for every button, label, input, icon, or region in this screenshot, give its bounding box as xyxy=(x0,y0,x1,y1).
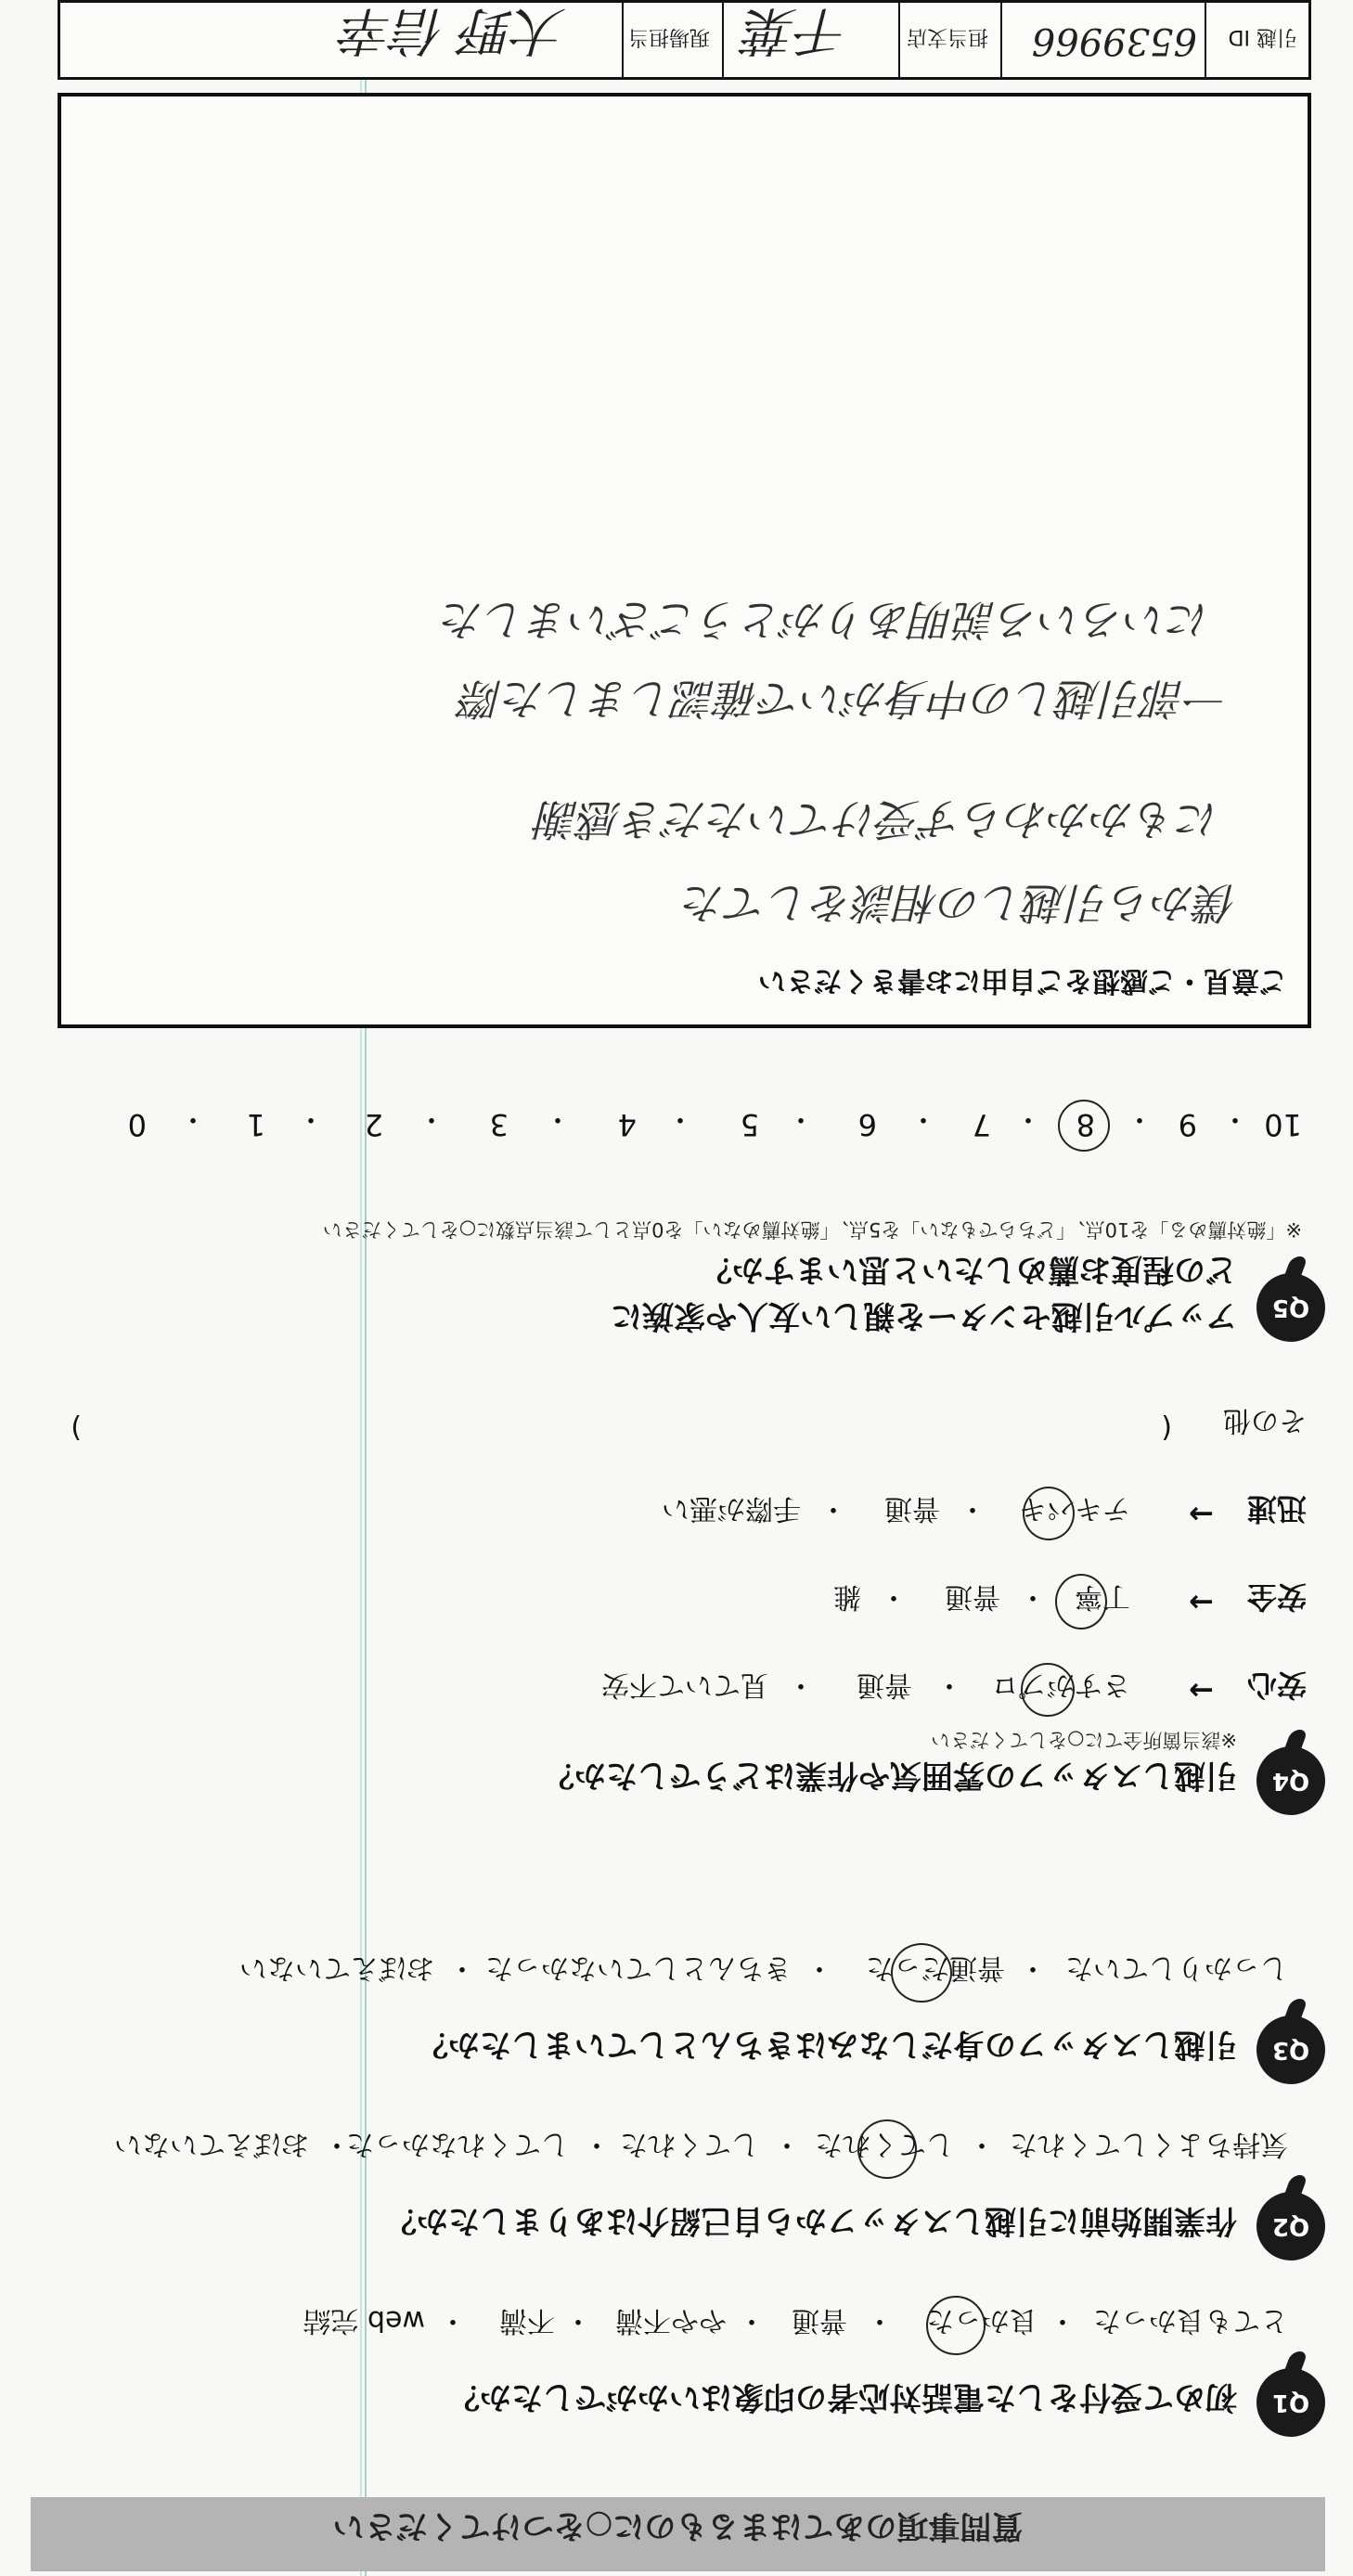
comment-line: にもかかわらず受けていただき感謝 xyxy=(536,794,1219,844)
separator: ・ xyxy=(880,1580,908,1613)
q4-option[interactable]: 見ていて不安 xyxy=(601,1668,768,1701)
separator: ・ xyxy=(544,1102,572,1135)
q4-option[interactable]: 丁寧 xyxy=(1075,1580,1130,1613)
separator: ・ xyxy=(297,1102,325,1135)
q5-selected-mark xyxy=(1058,1100,1110,1152)
q3-option[interactable]: 普通だった xyxy=(866,1951,1005,1984)
q3-option[interactable]: きちんとしていなかった xyxy=(485,1951,792,1984)
separator: ・ xyxy=(738,2304,766,2337)
separator: ・ xyxy=(418,1102,445,1135)
score-9[interactable]: 9 xyxy=(1178,1107,1197,1142)
separator: ・ xyxy=(564,2304,592,2337)
q2-option[interactable]: してくれた xyxy=(620,2128,759,2160)
separator: ・ xyxy=(448,1951,476,1984)
score-0[interactable]: 0 xyxy=(127,1107,147,1142)
separator: ・ xyxy=(787,1668,815,1701)
branch-label: 担当支店 xyxy=(906,25,988,48)
q3-question: 引越しスタッフの身だしなみはきちんとしていましたか？ xyxy=(417,2026,1237,2063)
separator: ・ xyxy=(1019,1951,1047,1984)
id-table xyxy=(58,0,1311,80)
q3-badge: Q3 xyxy=(1256,2016,1325,2084)
q4-other-open: ( xyxy=(1161,1411,1172,1444)
separator: ・ xyxy=(787,1102,815,1135)
q5-question-line2: どの程度お薦めしたいと思いますか？ xyxy=(701,1251,1237,1288)
table-divider xyxy=(898,3,900,77)
separator: ・ xyxy=(1221,1102,1249,1135)
q4-option[interactable]: さすがプロ xyxy=(991,1668,1130,1701)
score-10[interactable]: 10 xyxy=(1264,1107,1302,1142)
separator: ・ xyxy=(583,2128,611,2160)
leader-value: 大野 信幸 xyxy=(341,0,566,60)
score-5[interactable]: 5 xyxy=(740,1107,759,1142)
q1-badge: Q1 xyxy=(1256,2368,1325,2437)
q4-option[interactable]: 普通 xyxy=(857,1668,912,1701)
comment-line: 一部引越しの中身がいで確認しました際 xyxy=(460,674,1229,724)
q4-badge: Q4 xyxy=(1256,1746,1325,1815)
q1-option[interactable]: 普通 xyxy=(792,2304,847,2337)
leader-label: 現場担当 xyxy=(627,25,710,48)
q1-option[interactable]: 良かった xyxy=(926,2304,1037,2337)
q4-arrow: → xyxy=(1189,1673,1214,1708)
score-3[interactable]: 3 xyxy=(489,1107,509,1142)
q4-selected-mark xyxy=(1021,1663,1075,1717)
separator: ・ xyxy=(935,1668,963,1701)
score-1[interactable]: 1 xyxy=(246,1107,265,1142)
comment-line: 僕から引越しの相談をしてた xyxy=(683,878,1238,928)
separator: ・ xyxy=(666,1102,694,1135)
separator: ・ xyxy=(1019,1580,1047,1613)
q5-question-line1: アップル引越センターを親しい友人や家族に xyxy=(611,1297,1237,1334)
score-7[interactable]: 7 xyxy=(972,1107,991,1142)
q4-option[interactable]: 雑 xyxy=(833,1580,861,1613)
q4-selected-mark xyxy=(1023,1487,1075,1540)
score-6[interactable]: 6 xyxy=(857,1107,877,1142)
table-divider xyxy=(1205,3,1206,77)
q1-option[interactable]: とても良かった xyxy=(1093,2304,1288,2337)
table-divider xyxy=(1000,3,1002,77)
q4-question: 引越しスタッフの雰囲気や作業はどうでしたか？ xyxy=(543,1757,1237,1794)
separator: ・ xyxy=(866,2304,894,2337)
score-2[interactable]: 2 xyxy=(364,1107,383,1142)
q4-category: 迅速 xyxy=(1246,1491,1307,1526)
q2-option[interactable]: してくれなかった xyxy=(346,2128,569,2160)
q2-selected-mark xyxy=(857,2119,917,2179)
separator: ・ xyxy=(805,1951,833,1984)
separator: ・ xyxy=(439,2304,467,2337)
q4-option[interactable]: 普通 xyxy=(884,1492,940,1525)
q3-option[interactable]: しっかりしていた xyxy=(1065,1951,1288,1984)
q3-option[interactable]: おぼえていない xyxy=(239,1951,434,1984)
separator: ・ xyxy=(1126,1102,1153,1135)
separator: ・ xyxy=(1014,1102,1042,1135)
q4-selected-mark xyxy=(1055,1574,1107,1629)
q4-option[interactable]: 普通 xyxy=(945,1580,1000,1613)
q4-note: ※該当箇所全てに○をしてください xyxy=(931,1729,1237,1751)
separator: ・ xyxy=(959,1492,986,1525)
q2-question: 作業開始前に引越しスタッフから自己紹介はありましたか？ xyxy=(385,2202,1237,2239)
q4-option[interactable]: 手際が悪い xyxy=(662,1492,801,1525)
q4-option[interactable]: テキパキ xyxy=(1019,1492,1130,1525)
q5-note: ※「絶対薦める」を10点、「どちらでもない」を5点、「絶対薦めない」を0点として該当点数に○をしてください xyxy=(322,1218,1302,1241)
q4-arrow: → xyxy=(1189,1585,1214,1620)
score-8[interactable]: 8 xyxy=(1076,1107,1095,1142)
q2-option[interactable]: してくれた xyxy=(815,2128,954,2160)
q4-other-label: その他 xyxy=(1223,1404,1307,1436)
q4-other-close: ) xyxy=(71,1411,82,1444)
instruction-text: 質問事項のあてはまるものに○をつけてください xyxy=(332,2507,1024,2544)
q4-category: 安全 xyxy=(1246,1579,1307,1615)
separator: ・ xyxy=(1049,2304,1076,2337)
table-divider xyxy=(622,3,624,77)
q1-question: 初めて受付をした電話対応者の印象はいかがでしたか？ xyxy=(448,2378,1237,2415)
q2-option[interactable]: おぼえていない xyxy=(114,2128,309,2160)
q1-option[interactable]: やや不満 xyxy=(615,2304,727,2337)
branch-value: 千葉 xyxy=(745,0,849,60)
q4-arrow: → xyxy=(1189,1497,1214,1532)
score-4[interactable]: 4 xyxy=(617,1107,637,1142)
comment-box[interactable] xyxy=(58,93,1311,1028)
q4-category: 安心 xyxy=(1246,1668,1307,1703)
separator: ・ xyxy=(909,1102,937,1135)
id-value: 6539966 xyxy=(1031,19,1197,62)
comment-line: にいろいろ説明ありがとうございました xyxy=(442,595,1210,645)
id-label: 引越 ID xyxy=(1228,25,1297,48)
q2-badge: Q2 xyxy=(1256,2192,1325,2260)
q1-option[interactable]: web 完結 xyxy=(303,2304,425,2337)
separator: ・ xyxy=(968,2128,996,2160)
q5-badge: Q5 xyxy=(1256,1273,1325,1342)
separator: ・ xyxy=(773,2128,801,2160)
q3-selected-mark xyxy=(891,1943,952,2003)
separator: ・ xyxy=(323,2128,351,2160)
instruction-band xyxy=(31,2497,1325,2571)
q1-option[interactable]: 不満 xyxy=(499,2304,555,2337)
q2-option[interactable]: 気持ちよくしてくれた xyxy=(1010,2128,1288,2160)
table-divider xyxy=(722,3,724,77)
comment-heading: ご意見・ご感想をご自由にお書きください xyxy=(758,964,1287,997)
separator: ・ xyxy=(179,1102,207,1135)
q1-selected-mark xyxy=(926,2296,986,2355)
separator: ・ xyxy=(819,1492,847,1525)
